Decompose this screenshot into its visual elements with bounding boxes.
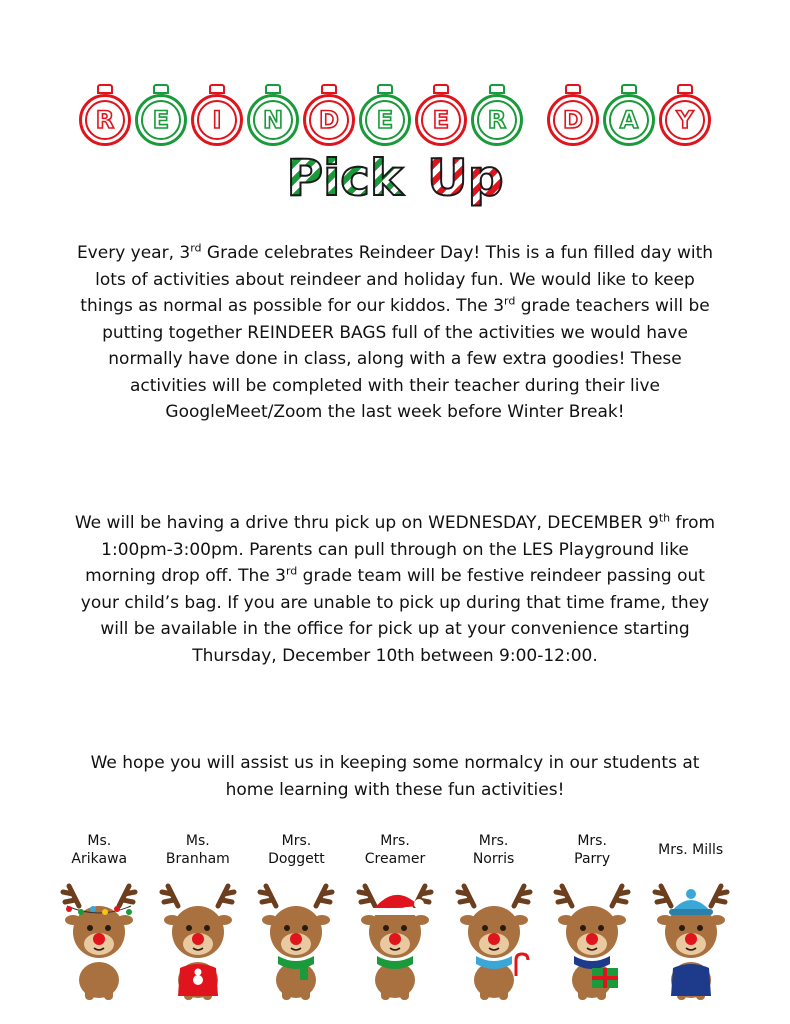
teacher-name-line1: Mrs. — [478, 833, 509, 849]
teacher-name-line1: Mrs. — [577, 833, 607, 849]
ornament-letter: D — [547, 84, 599, 148]
teacher-name — [352, 830, 438, 870]
reindeer-illustration — [355, 876, 435, 1000]
ornament-letter: I — [191, 84, 243, 148]
teacher-name-line1: Mrs. — [380, 833, 410, 849]
teacher-name — [648, 830, 734, 870]
subtitle-word-up: Up — [427, 149, 504, 207]
closing-paragraph: We hope you will assist us in keeping some normalcy in our students at home learning with these fun activities! — [90, 753, 700, 800]
teacher-name-line1: Mrs. Mills — [658, 842, 724, 858]
reindeer-illustration — [651, 876, 731, 1000]
teacher-card — [155, 830, 241, 1000]
title-reindeer-day — [0, 84, 790, 148]
teacher-name — [253, 830, 339, 870]
reindeer-illustration — [552, 876, 632, 1000]
teacher-name — [155, 830, 241, 870]
ornament-letter: Y — [659, 84, 711, 148]
ornament-letter: E — [415, 84, 467, 148]
teacher-name — [56, 830, 142, 870]
teacher-name-line1: Mrs. — [281, 833, 312, 849]
reindeer-illustration — [158, 876, 238, 1000]
subtitle-word-pick: Pick — [286, 149, 404, 207]
pickup-details-paragraph: We will be having a drive thru pick up on WEDNESDAY, DECEMBER 9th from 1:00pm-3:00pm. Parents can pull through on the LES Playground like morning drop off. The 3rd grade team will be festive reindeer passing out your child’s bag. If you are unable to pick up during that time frame, they will be available in the office for pick up at your convenience starting Thursday, December 10th between 9:00-12:00. — [74, 511, 716, 666]
ornament-letter: E — [135, 84, 187, 148]
teacher-card — [549, 830, 635, 1000]
teacher-card — [352, 830, 438, 1000]
ornament-letter: R — [471, 84, 523, 148]
teacher-reindeer-row — [50, 830, 740, 1020]
teacher-name-line2: Creamer — [364, 851, 426, 867]
teacher-name-line1: Ms. — [87, 833, 112, 849]
teacher-name-line2: Parry — [574, 851, 611, 867]
ornament-letter: R — [79, 84, 131, 148]
reindeer-illustration — [454, 876, 534, 1000]
teacher-name — [549, 830, 635, 870]
teacher-card — [56, 830, 142, 1000]
teacher-card — [451, 830, 537, 1000]
reindeer-illustration — [256, 876, 336, 1000]
reindeer-illustration — [59, 876, 139, 1000]
teacher-name-line2: Branham — [165, 851, 230, 867]
teacher-name-line1: Ms. — [185, 833, 210, 849]
teacher-name-line2: Norris — [472, 851, 515, 867]
ornament-letter: A — [603, 84, 655, 148]
ornament-letter: D — [303, 84, 355, 148]
teacher-card — [648, 830, 734, 1000]
teacher-name — [451, 830, 537, 870]
intro-paragraph: Every year, 3rd Grade celebrates Reindeer Day! This is a fun filled day with lots of activities about reindeer and holiday fun. We would like to keep things as normal as possible for our kiddos. The 3rd grade teachers will be putting together REINDEER BAGS full of the activities we would have normally have done in class, along with a few extra goodies! These activities will be completed with their teacher during their live GoogleMeet/Zoom the last week before Winter Break! — [76, 241, 714, 422]
teacher-name-line2: Arikawa — [71, 851, 128, 867]
teacher-name-line2: Doggett — [268, 851, 325, 867]
ornament-letter: E — [359, 84, 411, 148]
ornament-letter: N — [247, 84, 299, 148]
teacher-card — [253, 830, 339, 1000]
subtitle-pick-up — [0, 150, 790, 206]
